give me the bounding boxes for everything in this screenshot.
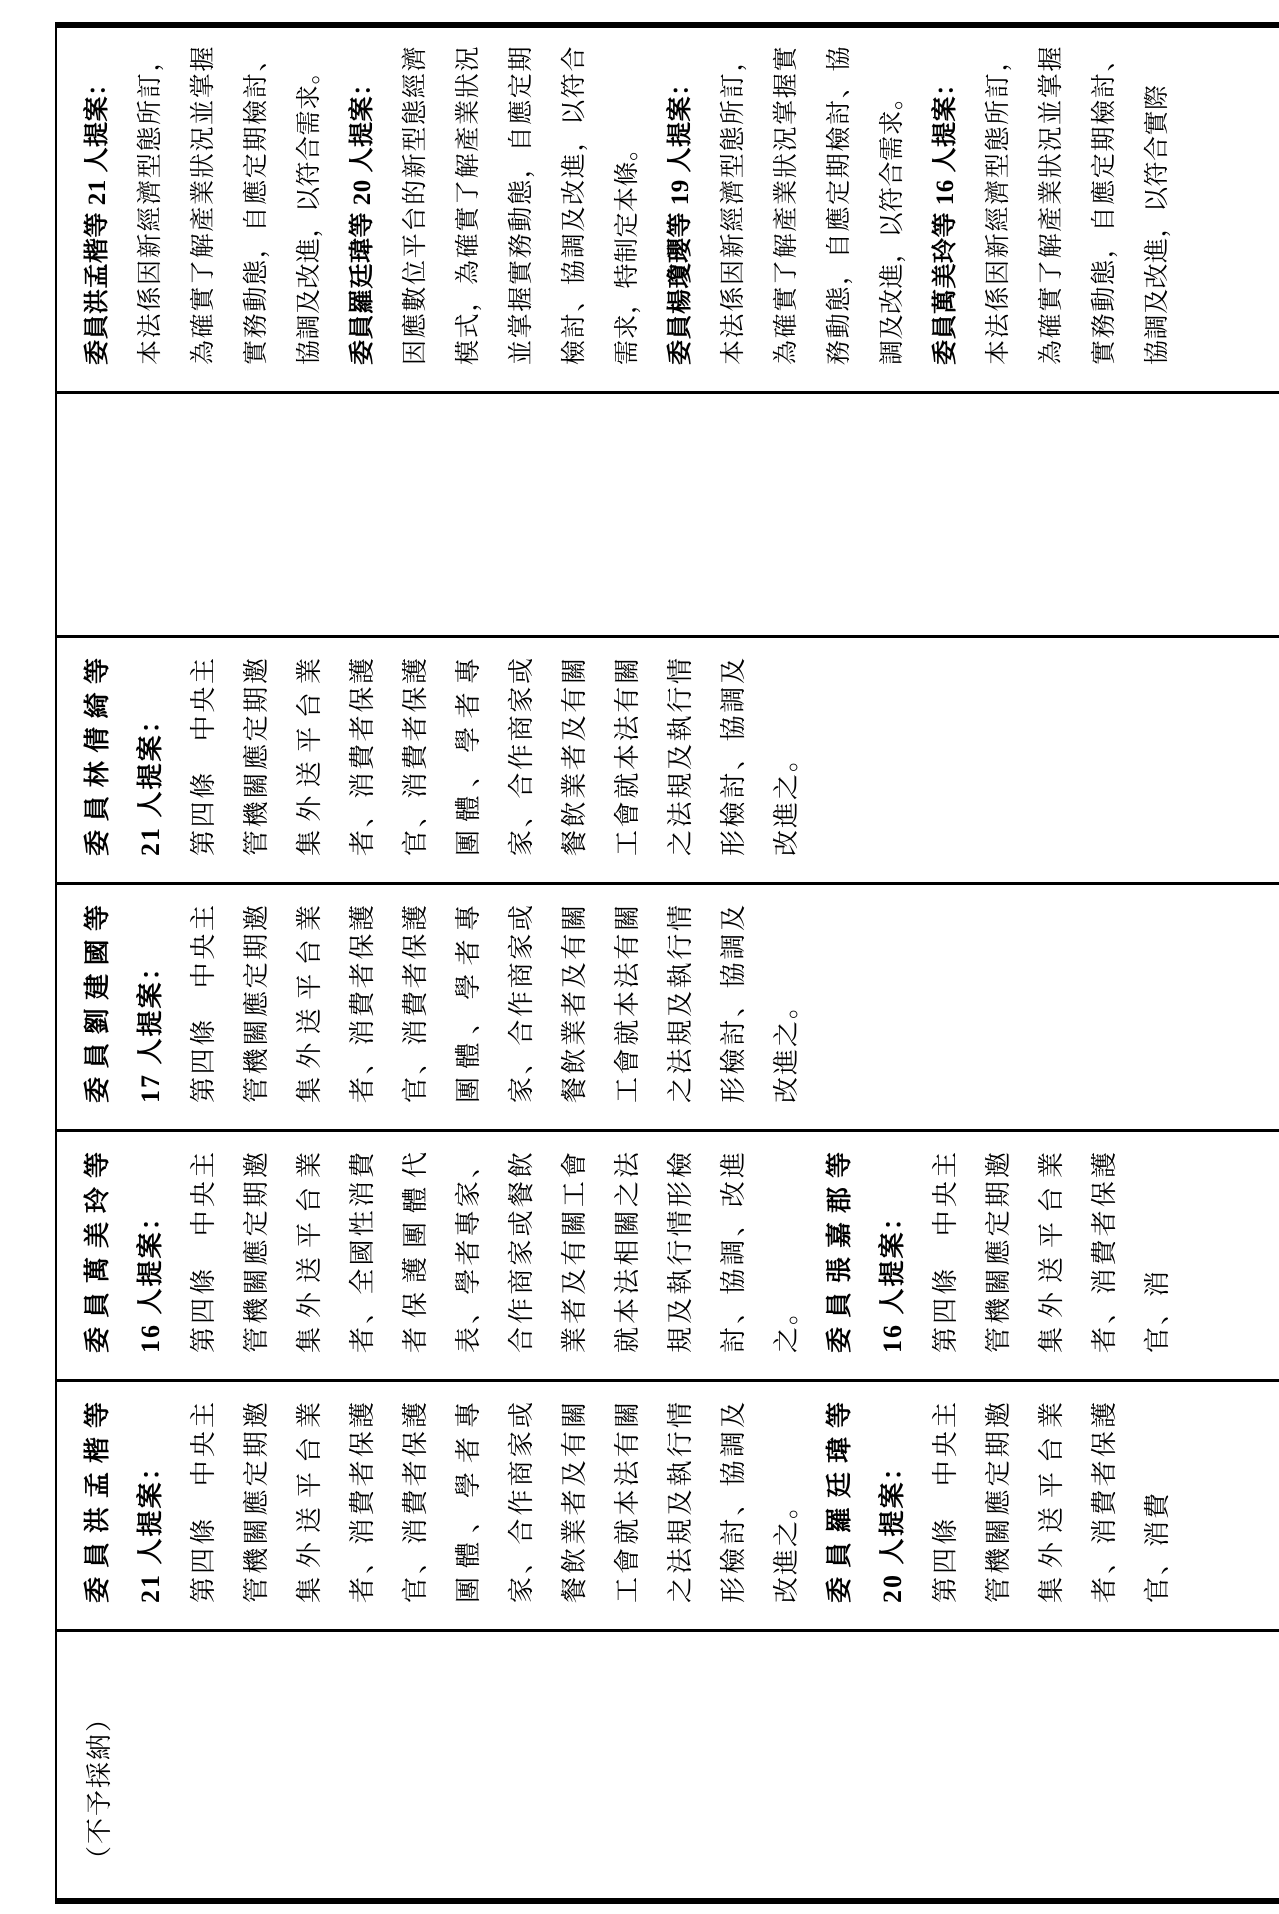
proposal-header-hong: 委員洪孟楷等 21 人提案： bbox=[83, 1400, 165, 1603]
column-statute-liu bbox=[57, 882, 1279, 1129]
note-text-wan: 本法係因新經濟型態所訂，為確實了解產業狀況並掌握實務動態，自應定期檢討、協調及改進，以符合實際 bbox=[985, 46, 1171, 365]
column-empty-cell bbox=[57, 391, 1279, 635]
review-result-label: （不予採納） bbox=[85, 1703, 114, 1872]
proposal-header-liu: 委員劉建國等 17 人提案： bbox=[83, 903, 165, 1103]
statute-text-chang: 第四條 中央主管機關應定期邀集外送平台業者、消費者保護官、消 bbox=[931, 1150, 1172, 1353]
statute-text-luo: 第四條 中央主管機關應定期邀集外送平台業者、消費者保護官、消費 bbox=[931, 1400, 1172, 1603]
statute-text-liu: 第四條 中央主管機關應定期邀集外送平台業者、消費者保護官、消費者保護團體、學者專家、合作商家或餐飲業者及有關工會就本法有關之法規及執行情形檢討、協調及改進之。 bbox=[189, 903, 801, 1103]
statute-text-hong: 第四條 中央主管機關應定期邀集外送平台業者、消費者保護官、消費者保護團體、學者專家、合作商家或餐飲業者及有關工會就本法有關之法規及執行情形檢討、協調及改進之。 bbox=[189, 1400, 801, 1603]
note-header-yang: 委員楊瓊瓔等 19 人提案： bbox=[667, 70, 694, 365]
proposal-header-wan: 委員萬美玲等 16 人提案： bbox=[83, 1150, 165, 1353]
note-header-wan: 委員萬美玲等 16 人提案： bbox=[932, 70, 959, 365]
column-review-result bbox=[57, 1629, 1279, 1898]
column-statute-lin bbox=[57, 635, 1279, 882]
note-header-hong: 委員洪孟楷等 21 人提案： bbox=[84, 70, 111, 365]
note-header-luo: 委員羅廷瑋等 20 人提案： bbox=[349, 70, 376, 365]
proposal-header-chang: 委員張嘉郡等 16 人提案： bbox=[825, 1150, 907, 1353]
note-text-yang: 本法係因新經濟型態所訂，為確實了解產業狀況掌握實務動態，自應定期檢討、協調及改進，以符合需求。 bbox=[720, 46, 906, 365]
statute-text-wan: 第四條 中央主管機關應定期邀集外送平台業者、全國性消費者保護團體代表、學者專家、合作商家或餐飲業者及有關工會就本法相關之法規及執行情形檢討、協調、改進之。 bbox=[189, 1150, 801, 1353]
proposal-header-luo: 委員羅廷瑋等 20 人提案： bbox=[825, 1400, 907, 1603]
proposal-header-lin: 委員林倩綺等 21 人提案： bbox=[83, 656, 165, 856]
statute-text-lin: 第四條 中央主管機關應定期邀集外送平台業者、消費者保護官、消費者保護團體、學者專家、合作商家或餐飲業者及有關工會就本法有關之法規及執行情形檢討、協調及改進之。 bbox=[189, 656, 801, 856]
column-statute-hong-luo bbox=[57, 1379, 1279, 1629]
column-explanations bbox=[57, 28, 1279, 391]
column-statute-wan-chang bbox=[57, 1129, 1279, 1379]
note-text-hong: 本法係因新經濟型態所訂，為確實了解產業狀況並掌握實務動態，自應定期檢討、協調及改進，以符合需求。 bbox=[137, 46, 323, 365]
bill-comparison-table bbox=[55, 22, 1279, 1904]
note-text-luo: 因應數位平台的新型態經濟模式，為確實了解產業狀況並掌握實務動態，自應定期檢討、協調及改進，以符合需求，特制定本條。 bbox=[402, 46, 641, 365]
